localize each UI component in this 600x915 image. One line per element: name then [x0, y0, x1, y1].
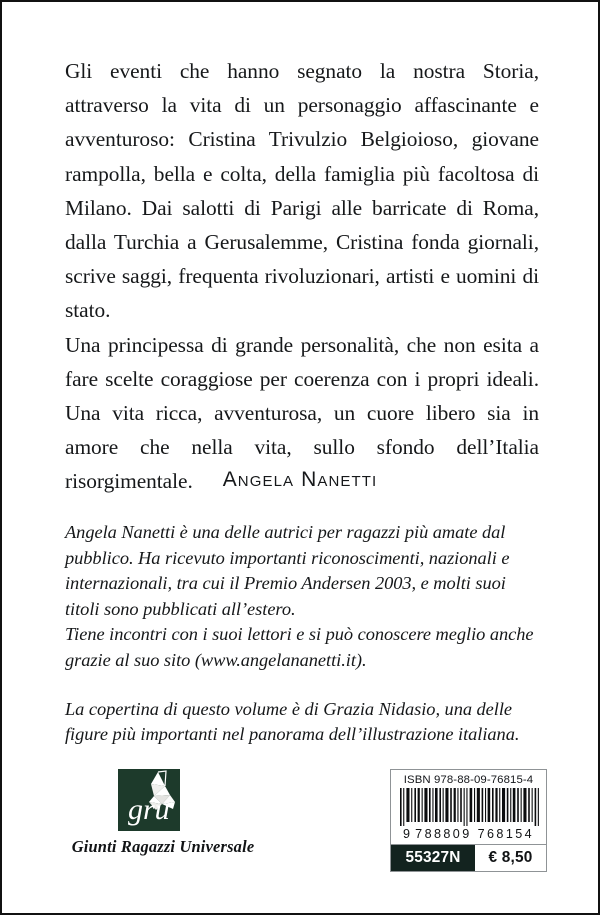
blurb-paragraph-2: Una principessa di grande personalità, che non esita a fare scelte coraggiose per coerenza con i propri ideali. Una vita ricca, avventurosa, un cuore libero sia in amore che nella vita, sullo sfondo dell’Italia risorgimentale.: [65, 332, 539, 494]
ean-group-1: 788809: [415, 827, 472, 841]
price-label: € 8,50: [475, 845, 546, 871]
bio-paragraph-1: Angela Nanetti è una delle autrici per ragazzi più amate dal pubblico. Ha ricevuto importanti riconoscimenti, nazionali e internazionali, tra cui il Premio Andersen 2003, e molti suoi titoli sono pubblicati all’estero.: [65, 522, 510, 619]
barcode-bars-icon: [400, 788, 539, 826]
ean-digits: [391, 826, 546, 844]
bio-paragraph-3: La copertina di questo volume è di Grazia Nidasio, una delle figure più importanti nel panorama dell’illustrazione italiana.: [65, 698, 520, 745]
isbn-label: ISBN 978-88-09-76815-4: [403, 774, 534, 786]
ean-group-2: 768154: [477, 827, 535, 841]
origami-crane-icon: [118, 769, 180, 831]
blurb-paragraph-1: Gli eventi che hanno segnato la nostra Storia, attraverso la vita di un personaggio affascinante e avventuroso: Cristina Trivulzio Belgioioso, giovane rampolla, bella e colta, della famiglia più facoltosa di Milano. Dai salotti di Parigi alle barricate di Roma, dalla Turchia a Gerusalemme, Cristina fonda giornali, scrive saggi, frequenta rivoluzionari, artisti e uomini di stato.: [65, 59, 539, 323]
author-bio-section: [65, 520, 543, 748]
blurb-section: [65, 54, 539, 499]
internal-code: 55327N: [391, 845, 475, 871]
cover-inner-surface: [2, 2, 598, 913]
author-name: Angela Nanetti: [222, 468, 378, 491]
barcode-block: [390, 769, 547, 872]
publisher-caption: Giunti Ragazzi Universale: [71, 837, 255, 856]
publisher-logo-block: [68, 769, 258, 857]
publisher-logo-square: [118, 769, 180, 831]
bio-paragraph-2: Tiene incontri con i suoi lettori e si può conoscere meglio anche grazie al suo sito (www.angelananetti.it).: [65, 624, 534, 670]
ean-lead-digit: 9: [402, 827, 411, 841]
price-row: [391, 844, 546, 871]
publisher-monogram: gru: [128, 793, 170, 826]
